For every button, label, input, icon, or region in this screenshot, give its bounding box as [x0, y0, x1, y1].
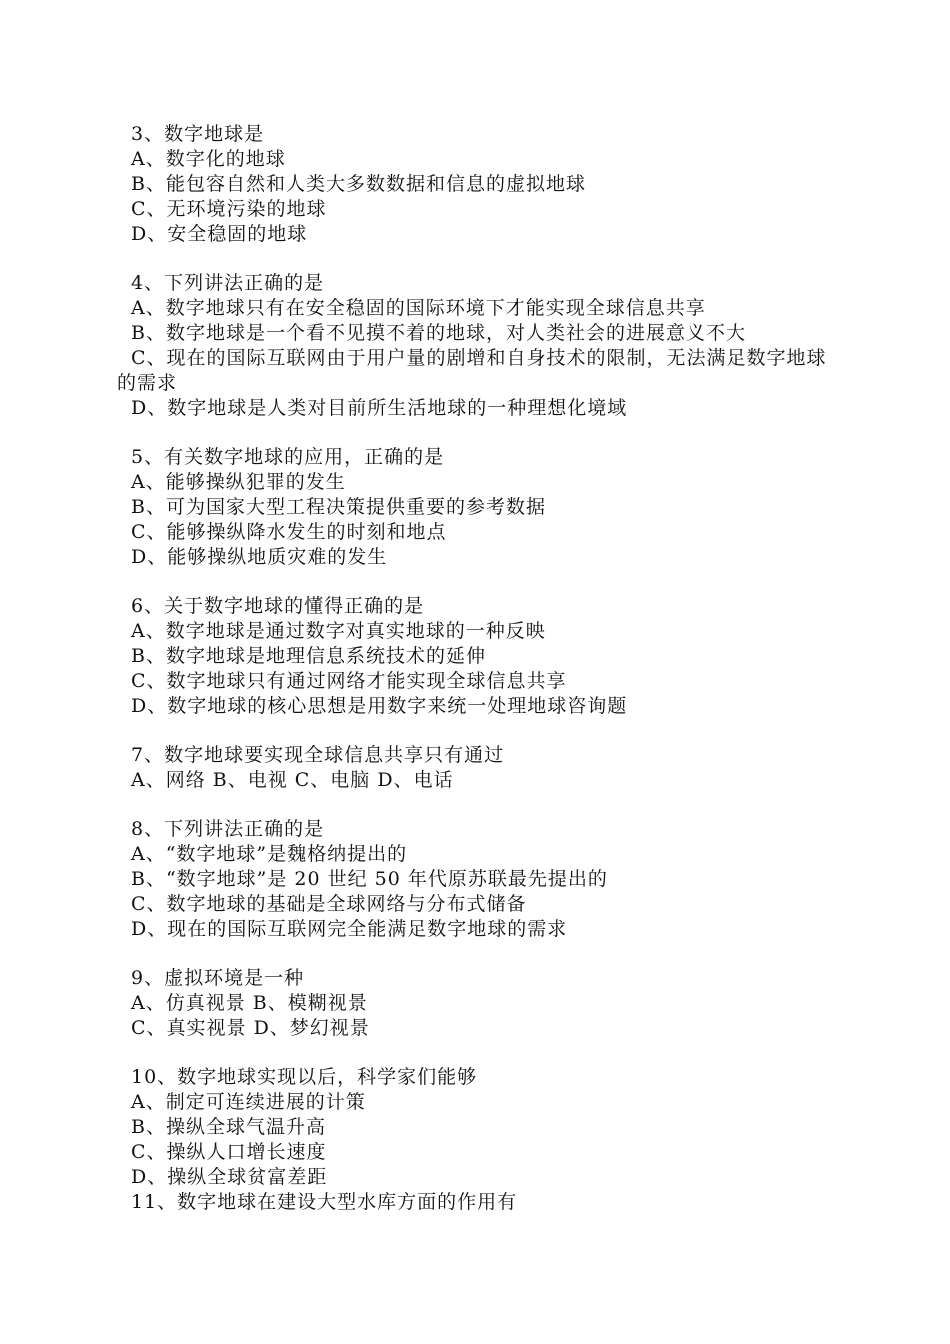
option-a: A、数字地球是通过数字对真实地球的一种反映 — [131, 620, 546, 642]
option-d: D、数字地球是人类对目前所生活地球的一种理想化境域 — [131, 397, 628, 419]
question-9 — [117, 966, 842, 1041]
option-d: D、安全稳固的地球 — [131, 223, 308, 245]
option-row-1: A、仿真视景 B、模糊视景 — [131, 992, 368, 1014]
question-stem: 7、数字地球要实现全球信息共享只有通过 — [131, 744, 505, 766]
option-c: C、现在的国际互联网由于用户量的剧增和自身技术的限制，无法满足数字地球的需求 — [117, 347, 827, 394]
question-stem: 5、有关数字地球的应用，正确的是 — [131, 446, 445, 468]
option-a: A、“数字地球”是魏格纳提出的 — [131, 843, 408, 865]
question-stem: 6、关于数字地球的懂得正确的是 — [131, 595, 425, 617]
question-6 — [117, 594, 842, 719]
option-row: A、网络 B、电视 C、电脑 D、电话 — [131, 769, 454, 791]
question-stem: 3、数字地球是 — [131, 123, 265, 145]
option-a: A、数字地球只有在安全稳固的国际环境下才能实现全球信息共享 — [131, 297, 706, 319]
question-stem: 11、数字地球在建设大型水库方面的作用有 — [131, 1191, 518, 1213]
question-7 — [117, 743, 842, 793]
option-a: A、数字化的地球 — [131, 148, 286, 170]
option-a: A、制定可连续进展的计策 — [131, 1091, 366, 1113]
option-b: B、可为国家大型工程决策提供重要的参考数据 — [131, 496, 546, 518]
option-c: C、数字地球的基础是全球网络与分布式储备 — [131, 893, 527, 915]
option-d: D、数字地球的核心思想是用数字来统一处理地球咨询题 — [131, 695, 628, 717]
option-c: C、能够操纵降水发生的时刻和地点 — [131, 521, 447, 543]
question-3 — [117, 122, 842, 247]
option-b: B、“数字地球”是 20 世纪 50 年代原苏联最先提出的 — [131, 868, 608, 890]
option-b: B、数字地球是一个看不见摸不着的地球，对人类社会的进展意义不大 — [131, 322, 746, 344]
option-a: A、能够操纵犯罪的发生 — [131, 471, 346, 493]
option-c: C、操纵人口增长速度 — [131, 1141, 327, 1163]
question-stem: 10、数字地球实现以后，科学家们能够 — [131, 1066, 478, 1088]
question-8 — [117, 817, 842, 942]
question-10 — [117, 1065, 842, 1190]
option-d: D、能够操纵地质灾难的发生 — [131, 546, 388, 568]
question-stem: 8、下列讲法正确的是 — [131, 818, 325, 840]
option-d: D、操纵全球贫富差距 — [131, 1166, 328, 1188]
question-4 — [117, 271, 842, 421]
question-list — [117, 122, 842, 1215]
option-d: D、现在的国际互联网完全能满足数字地球的需求 — [131, 918, 568, 940]
option-b: B、操纵全球气温升高 — [131, 1116, 326, 1138]
option-c: C、数字地球只有通过网络才能实现全球信息共享 — [131, 670, 567, 692]
option-b: B、数字地球是地理信息系统技术的延伸 — [131, 645, 486, 667]
question-5 — [117, 445, 842, 570]
option-b: B、能包容自然和人类大多数数据和信息的虚拟地球 — [131, 173, 586, 195]
option-row-2: C、真实视景 D、梦幻视景 — [131, 1017, 370, 1039]
option-c: C、无环境污染的地球 — [131, 198, 327, 220]
question-stem: 9、虚拟环境是一种 — [131, 967, 305, 989]
question-stem: 4、下列讲法正确的是 — [131, 272, 325, 294]
question-11 — [117, 1190, 842, 1215]
